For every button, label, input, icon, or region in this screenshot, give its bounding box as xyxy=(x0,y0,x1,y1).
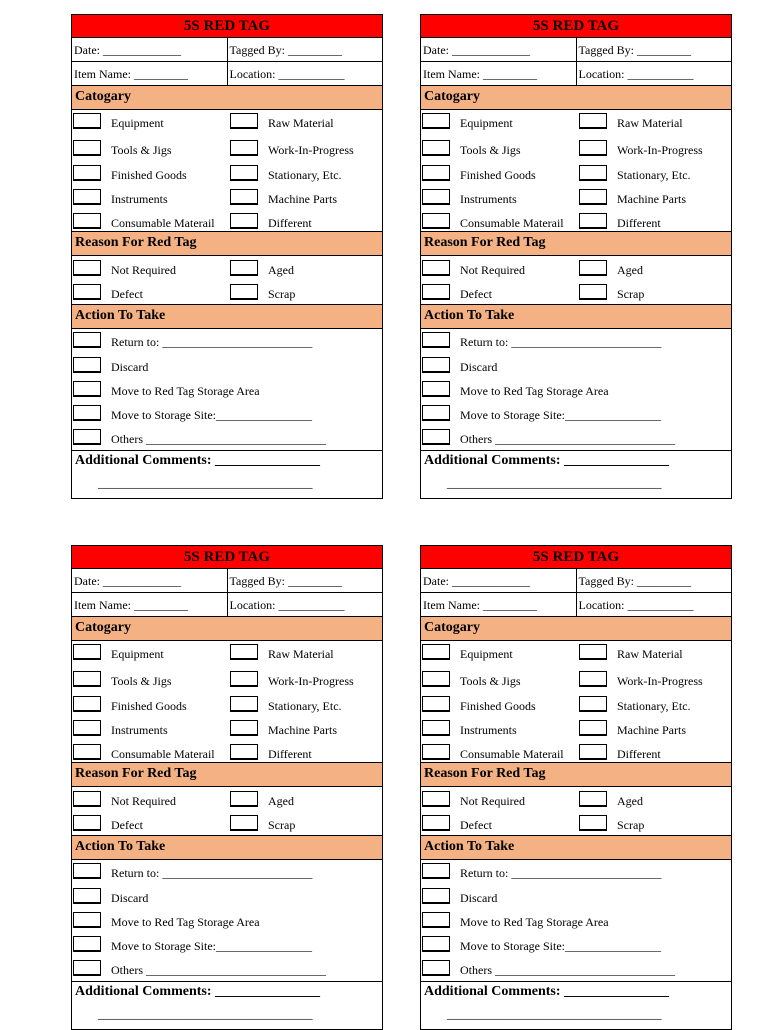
comments-area[interactable] xyxy=(71,982,383,1030)
action-options xyxy=(420,329,732,451)
tagged-by-field[interactable]: Tagged By: _________ xyxy=(227,38,383,61)
checkbox[interactable] xyxy=(422,332,450,348)
comments-label: Additional Comments: _______________ xyxy=(75,984,321,999)
option-label: Work-In-Progress xyxy=(617,674,703,688)
checkbox[interactable] xyxy=(73,165,101,181)
option-label: Equipment xyxy=(111,116,164,130)
checkbox[interactable] xyxy=(422,791,450,807)
option-label: Consumable Materail xyxy=(111,747,215,761)
checkbox[interactable] xyxy=(73,260,101,276)
category-heading: Catogary xyxy=(71,86,383,110)
comments-area[interactable] xyxy=(71,451,383,499)
option-label: Others ______________________________ xyxy=(460,432,675,446)
tag-title: 5S RED TAG xyxy=(71,545,383,569)
tag-title: 5S RED TAG xyxy=(71,14,383,38)
date-row xyxy=(71,38,383,62)
checkbox[interactable] xyxy=(422,189,450,205)
action-heading: Action To Take xyxy=(71,836,383,860)
location-field[interactable]: Location: ___________ xyxy=(227,593,383,616)
checkbox[interactable] xyxy=(422,284,450,300)
action-heading: Action To Take xyxy=(71,305,383,329)
checkbox[interactable] xyxy=(230,189,258,205)
red-tag-card xyxy=(71,545,383,1030)
option-label: Move to Red Tag Storage Area xyxy=(111,915,260,929)
checkbox[interactable] xyxy=(73,113,101,129)
option-label: Not Required xyxy=(111,794,176,808)
option-label: Equipment xyxy=(460,647,513,661)
option-label: Finished Goods xyxy=(111,168,187,182)
location-field[interactable]: Location: ___________ xyxy=(576,62,732,85)
tag-title: 5S RED TAG xyxy=(420,14,732,38)
checkbox[interactable] xyxy=(422,960,450,976)
option-label: Finished Goods xyxy=(460,699,536,713)
option-label: Stationary, Etc. xyxy=(268,699,342,713)
checkbox[interactable] xyxy=(73,791,101,807)
option-label: Discard xyxy=(111,891,149,905)
checkbox[interactable] xyxy=(73,960,101,976)
checkbox[interactable] xyxy=(73,671,101,687)
checkbox[interactable] xyxy=(73,744,101,760)
action-options xyxy=(71,329,383,451)
date-row xyxy=(420,569,732,593)
option-label: Raw Material xyxy=(268,647,334,661)
option-label: Not Required xyxy=(460,794,525,808)
checkbox[interactable] xyxy=(230,213,258,229)
tagged-by-field[interactable]: Tagged By: _________ xyxy=(576,569,732,592)
checkbox[interactable] xyxy=(579,791,607,807)
option-label: Finished Goods xyxy=(460,168,536,182)
option-label: Different xyxy=(268,216,312,230)
action-heading: Action To Take xyxy=(420,836,732,860)
checkbox[interactable] xyxy=(230,696,258,712)
checkbox[interactable] xyxy=(422,260,450,276)
action-heading: Action To Take xyxy=(420,305,732,329)
action-options xyxy=(71,860,383,982)
checkbox[interactable] xyxy=(73,140,101,156)
option-label: Work-In-Progress xyxy=(268,143,354,157)
option-label: Work-In-Progress xyxy=(617,143,703,157)
checkbox[interactable] xyxy=(422,671,450,687)
checkbox[interactable] xyxy=(73,644,101,660)
checkbox[interactable] xyxy=(73,815,101,831)
checkbox[interactable] xyxy=(422,644,450,660)
reason-heading: Reason For Red Tag xyxy=(71,763,383,787)
checkbox[interactable] xyxy=(579,140,607,156)
reason-heading: Reason For Red Tag xyxy=(420,763,732,787)
category-heading: Catogary xyxy=(71,617,383,641)
option-label: Tools & Jigs xyxy=(111,674,172,688)
checkbox[interactable] xyxy=(422,140,450,156)
item-row xyxy=(420,62,732,86)
tag-title: 5S RED TAG xyxy=(420,545,732,569)
option-label: Work-In-Progress xyxy=(268,674,354,688)
option-label: Scrap xyxy=(268,818,296,832)
category-options xyxy=(420,641,732,763)
checkbox[interactable] xyxy=(73,357,101,373)
item-row xyxy=(71,593,383,617)
option-label: Discard xyxy=(460,360,498,374)
checkbox[interactable] xyxy=(230,720,258,736)
checkbox[interactable] xyxy=(73,936,101,952)
checkbox[interactable] xyxy=(422,720,450,736)
option-label: Machine Parts xyxy=(268,192,337,206)
option-label: Equipment xyxy=(460,116,513,130)
comments-area[interactable] xyxy=(420,451,732,499)
comments-line: _________________________________ xyxy=(98,475,313,490)
checkbox[interactable] xyxy=(422,912,450,928)
category-options xyxy=(71,110,383,232)
checkbox[interactable] xyxy=(422,429,450,445)
option-label: Move to Storage Site:________________ xyxy=(111,939,312,953)
option-label: Scrap xyxy=(617,818,645,832)
option-label: Instruments xyxy=(460,192,517,206)
option-label: Different xyxy=(268,747,312,761)
option-label: Others ______________________________ xyxy=(460,963,675,977)
option-label: Instruments xyxy=(111,723,168,737)
checkbox[interactable] xyxy=(230,113,258,129)
option-label: Aged xyxy=(617,263,643,277)
date-field[interactable]: Date: _____________ xyxy=(74,43,181,57)
option-label: Scrap xyxy=(268,287,296,301)
checkbox[interactable] xyxy=(73,332,101,348)
reason-options xyxy=(420,787,732,836)
checkbox[interactable] xyxy=(230,284,258,300)
date-row xyxy=(71,569,383,593)
option-label: Aged xyxy=(268,263,294,277)
option-label: Return to: _________________________ xyxy=(111,335,313,349)
option-label: Finished Goods xyxy=(111,699,187,713)
option-label: Stationary, Etc. xyxy=(617,168,691,182)
option-label: Move to Red Tag Storage Area xyxy=(460,384,609,398)
comments-area[interactable] xyxy=(420,982,732,1030)
checkbox[interactable] xyxy=(230,815,258,831)
reason-options xyxy=(71,256,383,305)
checkbox[interactable] xyxy=(579,189,607,205)
checkbox[interactable] xyxy=(579,644,607,660)
option-label: Defect xyxy=(111,818,143,832)
option-label: Raw Material xyxy=(268,116,334,130)
checkbox[interactable] xyxy=(579,113,607,129)
checkbox[interactable] xyxy=(579,671,607,687)
checkbox[interactable] xyxy=(422,863,450,879)
reason-heading: Reason For Red Tag xyxy=(71,232,383,256)
checkbox[interactable] xyxy=(579,284,607,300)
red-tag-card xyxy=(420,545,732,1030)
option-label: Consumable Materail xyxy=(111,216,215,230)
checkbox[interactable] xyxy=(73,213,101,229)
option-label: Discard xyxy=(460,891,498,905)
checkbox[interactable] xyxy=(422,888,450,904)
checkbox[interactable] xyxy=(422,815,450,831)
checkbox[interactable] xyxy=(422,113,450,129)
comments-line: _________________________________ xyxy=(447,475,662,490)
red-tag-card xyxy=(71,14,383,499)
category-options xyxy=(71,641,383,763)
item-name-field[interactable]: Item Name: _________ xyxy=(74,67,188,81)
option-label: Instruments xyxy=(460,723,517,737)
option-label: Return to: _________________________ xyxy=(111,866,313,880)
red-tag-card xyxy=(420,14,732,499)
category-heading: Catogary xyxy=(420,617,732,641)
checkbox[interactable] xyxy=(73,189,101,205)
option-label: Scrap xyxy=(617,287,645,301)
checkbox[interactable] xyxy=(579,696,607,712)
checkbox[interactable] xyxy=(230,644,258,660)
option-label: Others ______________________________ xyxy=(111,432,326,446)
option-label: Aged xyxy=(268,794,294,808)
item-row xyxy=(420,593,732,617)
option-label: Raw Material xyxy=(617,647,683,661)
checkbox[interactable] xyxy=(73,405,101,421)
checkbox[interactable] xyxy=(579,165,607,181)
item-name-field[interactable]: Item Name: _________ xyxy=(423,598,537,612)
option-label: Move to Storage Site:________________ xyxy=(460,408,661,422)
option-label: Defect xyxy=(111,287,143,301)
checkbox[interactable] xyxy=(73,912,101,928)
option-label: Stationary, Etc. xyxy=(617,699,691,713)
option-label: Move to Red Tag Storage Area xyxy=(460,915,609,929)
option-label: Move to Red Tag Storage Area xyxy=(111,384,260,398)
checkbox[interactable] xyxy=(230,791,258,807)
checkbox[interactable] xyxy=(579,213,607,229)
checkbox[interactable] xyxy=(230,744,258,760)
option-label: Return to: _________________________ xyxy=(460,866,662,880)
option-label: Aged xyxy=(617,794,643,808)
checkbox[interactable] xyxy=(73,429,101,445)
reason-options xyxy=(420,256,732,305)
checkbox[interactable] xyxy=(579,260,607,276)
location-field[interactable]: Location: ___________ xyxy=(576,593,732,616)
checkbox[interactable] xyxy=(230,671,258,687)
comments-label: Additional Comments: _______________ xyxy=(424,453,670,468)
checkbox[interactable] xyxy=(422,213,450,229)
option-label: Return to: _________________________ xyxy=(460,335,662,349)
option-label: Stationary, Etc. xyxy=(268,168,342,182)
date-row xyxy=(420,38,732,62)
checkbox[interactable] xyxy=(73,863,101,879)
reason-heading: Reason For Red Tag xyxy=(420,232,732,256)
checkbox[interactable] xyxy=(422,936,450,952)
option-label: Equipment xyxy=(111,647,164,661)
option-label: Others ______________________________ xyxy=(111,963,326,977)
action-options xyxy=(420,860,732,982)
checkbox[interactable] xyxy=(422,381,450,397)
comments-label: Additional Comments: _______________ xyxy=(424,984,670,999)
location-field[interactable]: Location: ___________ xyxy=(227,62,383,85)
option-label: Not Required xyxy=(460,263,525,277)
option-label: Not Required xyxy=(111,263,176,277)
item-name-field[interactable]: Item Name: _________ xyxy=(423,67,537,81)
option-label: Machine Parts xyxy=(268,723,337,737)
checkbox[interactable] xyxy=(579,815,607,831)
checkbox[interactable] xyxy=(422,357,450,373)
option-label: Different xyxy=(617,747,661,761)
checkbox[interactable] xyxy=(73,720,101,736)
option-label: Defect xyxy=(460,818,492,832)
checkbox[interactable] xyxy=(73,888,101,904)
date-field[interactable]: Date: _____________ xyxy=(423,574,530,588)
comments-label: Additional Comments: _______________ xyxy=(75,453,321,468)
option-label: Tools & Jigs xyxy=(111,143,172,157)
checkbox[interactable] xyxy=(579,720,607,736)
option-label: Consumable Materail xyxy=(460,747,564,761)
option-label: Tools & Jigs xyxy=(460,143,521,157)
reason-options xyxy=(71,787,383,836)
checkbox[interactable] xyxy=(422,696,450,712)
comments-line: _________________________________ xyxy=(447,1006,662,1021)
category-heading: Catogary xyxy=(420,86,732,110)
option-label: Machine Parts xyxy=(617,723,686,737)
checkbox[interactable] xyxy=(579,744,607,760)
option-label: Tools & Jigs xyxy=(460,674,521,688)
checkbox[interactable] xyxy=(73,381,101,397)
checkbox[interactable] xyxy=(422,165,450,181)
date-field[interactable]: Date: _____________ xyxy=(74,574,181,588)
category-options xyxy=(420,110,732,232)
tagged-by-field[interactable]: Tagged By: _________ xyxy=(227,569,383,592)
option-label: Machine Parts xyxy=(617,192,686,206)
option-label: Discard xyxy=(111,360,149,374)
option-label: Instruments xyxy=(111,192,168,206)
checkbox[interactable] xyxy=(230,260,258,276)
option-label: Raw Material xyxy=(617,116,683,130)
checkbox[interactable] xyxy=(422,744,450,760)
checkbox[interactable] xyxy=(230,140,258,156)
item-name-field[interactable]: Item Name: _________ xyxy=(74,598,188,612)
date-field[interactable]: Date: _____________ xyxy=(423,43,530,57)
tagged-by-field[interactable]: Tagged By: _________ xyxy=(576,38,732,61)
item-row xyxy=(71,62,383,86)
checkbox[interactable] xyxy=(73,284,101,300)
checkbox[interactable] xyxy=(422,405,450,421)
option-label: Different xyxy=(617,216,661,230)
option-label: Defect xyxy=(460,287,492,301)
comments-line: _________________________________ xyxy=(98,1006,313,1021)
checkbox[interactable] xyxy=(230,165,258,181)
checkbox[interactable] xyxy=(73,696,101,712)
option-label: Move to Storage Site:________________ xyxy=(460,939,661,953)
option-label: Move to Storage Site:________________ xyxy=(111,408,312,422)
option-label: Consumable Materail xyxy=(460,216,564,230)
